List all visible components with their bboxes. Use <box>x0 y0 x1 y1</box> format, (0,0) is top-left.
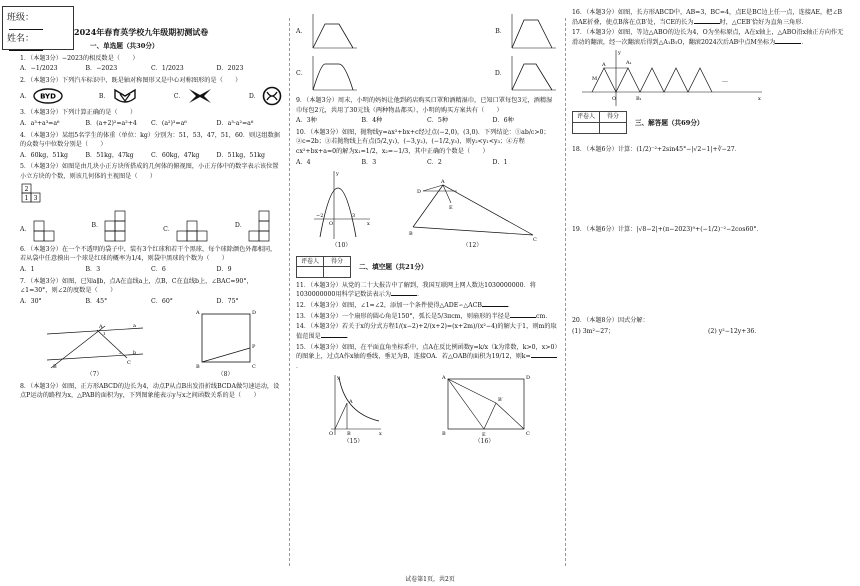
question-13: 13．（本题3分）一个扇形的圆心角是150°，弧长是5/3πcm，则扇形的半径是 cm． <box>296 312 552 320</box>
q14-answer-blank[interactable] <box>321 337 347 338</box>
graph-option-c <box>309 54 359 94</box>
section-single-choice: 一、单选题（共30分） <box>90 42 159 51</box>
question-6: 6．（本题3分）在一个不透明的袋子中，装有3个红球和若干个黑球，每个球除颜色外都相同，若从袋中任意摸出一个球是红球的概率为1/4，则袋中黑球的个数为（ ） <box>20 245 277 263</box>
q3-option-b[interactable]: B．(a+2)²=a²+4 <box>85 120 137 128</box>
q5-option-b[interactable]: B． <box>91 221 103 229</box>
q17-answer-blank[interactable] <box>775 43 801 44</box>
q8-option-c[interactable]: C． <box>296 70 307 78</box>
q11-answer-blank[interactable] <box>391 295 417 296</box>
q3-option-a[interactable]: A．a³+a³=a⁶ <box>20 120 60 128</box>
svg-text:C: C <box>251 364 256 371</box>
question-16: 16．（本题3分）如图，长方形ABCD中，AB=3，BC=4，点E是BC边上任一点，连接AE，把∠B沿AE折叠，使点B落在点B′处，当CE的长为 时，△CEB′恰好为直角三角形． <box>572 9 843 26</box>
q4-option-c[interactable]: C．60kg，47kg <box>151 151 200 159</box>
svg-text:P: P <box>251 344 255 351</box>
top-view-grid <box>20 183 50 207</box>
svg-text:D: D <box>416 189 421 196</box>
q6-option-a[interactable]: A．1 <box>20 265 35 273</box>
question-15: 15．（本题3分）如图，在平面直角坐标系中，点A在反比例函数y=k/x（k为常数，k>0，x>0）的图象上，过点A作x轴的垂线，垂足为B，连接OA．若△OAB的面积为19/12，则k=． <box>296 343 558 370</box>
question-7: 7．（本题3分）如图，已知a∥b，点A在直线a上，点B，C在直线b上，∠BAC=90°，∠1=30°，则∠2的度数是（ ） <box>20 277 253 295</box>
q9-option-d[interactable]: D．6种 <box>492 117 514 125</box>
q8-option-b[interactable]: B． <box>495 28 506 36</box>
page-footer: 试卷第1页，共2页 <box>405 576 455 583</box>
svg-text:B: B <box>195 364 200 371</box>
graph-option-b <box>508 12 558 52</box>
q10-option-a[interactable]: A．4 <box>296 158 311 166</box>
graph-option-a <box>309 12 359 52</box>
q6-option-d[interactable]: D．9 <box>216 265 232 273</box>
figure-16-caption: （16） <box>474 438 495 446</box>
figure-10-parabola <box>312 169 372 241</box>
q7-option-b[interactable]: B．45° <box>85 297 108 305</box>
question-5: 5．（本题3分）如图是由几块小正方块所搭成的几何体的俯视图，小正方体中的数字表示该位置小立方块的个数，则该几何体的主视图是（ ） <box>20 163 279 181</box>
q7-option-c[interactable]: C．60° <box>151 297 173 305</box>
question-11: 11．（本题3分）从党的二十大报告中了解到，我国互联网上网人数达1030000000．将1030000000用科学记数法表示为 ． <box>296 281 536 299</box>
q10-option-c[interactable]: C．2 <box>427 158 442 166</box>
question-2: 2．（本题3分）下列汽车标识中，既是轴对称图形又是中心对称图形的是（ ） <box>20 76 242 84</box>
q8-option-d[interactable]: D． <box>494 70 506 78</box>
figure-17-triangle-roll <box>572 48 772 108</box>
column-2 <box>296 8 558 449</box>
front-view-b <box>104 209 138 243</box>
exam-title: 2024年春育英学校九年级期初测试卷 <box>74 27 209 37</box>
class-field[interactable]: 班级： <box>3 7 73 28</box>
question-4: 4．（本题3分）某组5名学生的体重（单位：kg）分别为：51，53，47，51，60．则这组数据的众数与中位数分别是（ ） <box>20 131 280 149</box>
svg-text:C: C <box>525 431 530 438</box>
svg-text:A: A <box>440 179 445 186</box>
svg-text:O: O <box>328 221 333 228</box>
figure-12-triangle <box>403 177 543 241</box>
svg-text:BYD: BYD <box>39 92 56 101</box>
svg-text:A₁: A₁ <box>626 60 632 67</box>
svg-text:b: b <box>132 350 136 357</box>
figure-16-rectangle <box>440 373 530 437</box>
question-20: 20．（本题8分）因式分解： <box>572 316 649 324</box>
name-field[interactable]: 姓名： <box>3 28 73 49</box>
svg-text:B: B <box>441 431 446 438</box>
svg-text:D: D <box>525 375 530 382</box>
svg-text:C: C <box>532 237 537 242</box>
q1-option-d[interactable]: D．2023 <box>216 65 244 73</box>
svg-text:O: O <box>328 431 333 438</box>
grid-number: 2 <box>24 185 29 193</box>
svg-text:y: y <box>336 375 340 382</box>
q16-answer-blank[interactable] <box>694 23 720 24</box>
svg-text:−2: −2 <box>315 213 323 220</box>
svg-text:M: M <box>592 76 598 83</box>
q8-option-a[interactable]: A． <box>296 28 307 36</box>
section-fill-blank: 二、填空题（共21分） <box>359 263 428 272</box>
question-12: 12．（本题3分）如图，∠1=∠2，添加一个条件使得△ADE∽△ACB ． <box>296 302 515 310</box>
q1-option-b[interactable]: B．−2023 <box>85 65 118 73</box>
circle-logo-icon <box>262 86 282 106</box>
q6-option-b[interactable]: B．3 <box>85 265 101 273</box>
svg-text:D: D <box>251 310 256 317</box>
svg-text:A: A <box>602 62 606 69</box>
q6-option-c[interactable]: C．6 <box>151 265 166 273</box>
q5-option-a[interactable]: A． <box>20 225 31 233</box>
q3-option-c[interactable]: C．(a²)³=a⁶ <box>151 120 187 128</box>
figure-10-caption: （10） <box>331 242 352 250</box>
score-table-3: 评卷人 得分 <box>572 111 627 133</box>
svg-text:B: B <box>52 364 57 371</box>
q5-option-c[interactable]: C． <box>163 225 174 233</box>
q9-option-c[interactable]: C．5种 <box>427 117 449 125</box>
q4-option-d[interactable]: D．51kg，51kg <box>216 151 266 159</box>
q9-option-b[interactable]: B．4种 <box>361 117 383 125</box>
q13-answer-blank[interactable] <box>510 317 536 318</box>
q2-option-d[interactable]: D． <box>248 92 260 100</box>
question-1: 1．（本题3分）−2023的相反数是（ ） <box>20 54 139 62</box>
q3-option-d[interactable]: D．a³·a²=a⁶ <box>216 120 254 128</box>
svg-text:1: 1 <box>102 331 106 337</box>
answer-space-18[interactable] <box>572 155 844 225</box>
q7-option-a[interactable]: A．30° <box>20 297 42 305</box>
q20-part-1: (1) 3m²−27； <box>572 327 615 335</box>
q2-option-b[interactable]: B． <box>98 92 110 100</box>
svg-text:B: B <box>408 231 413 238</box>
question-14: 14．（本题3分）若关于x的分式方程1/(x−2)+2/(x+2)=(x+2m)/(x²−4)的解大于1，则m的取值范围是 ． <box>296 323 557 340</box>
svg-text:B₁: B₁ <box>636 96 642 103</box>
svg-text:E: E <box>481 432 486 438</box>
question-18: 18．（本题6分）计算：(1/2)⁻²+2sin45°−|√2−1|+∛−27． <box>572 145 741 153</box>
q15-answer-blank[interactable] <box>531 357 557 358</box>
svg-text:B: B <box>346 431 351 438</box>
q4-option-b[interactable]: B．51kg，47kg <box>85 151 134 159</box>
svg-text:A: A <box>348 399 353 406</box>
figure-12-caption: （12） <box>462 242 483 250</box>
column-3 <box>572 8 844 338</box>
svg-text:x: x <box>758 96 761 103</box>
svg-text:x: x <box>378 431 382 438</box>
front-view-c <box>176 217 210 243</box>
question-19: 19．（本题6分）计算：|√8−2|+(π−2023)⁰+(−1/2)⁻²−2cos60°． <box>572 226 763 234</box>
x-logo-icon <box>187 87 213 105</box>
svg-text:y: y <box>335 171 339 178</box>
svg-text:A: A <box>98 324 103 331</box>
score-table-2: 评卷人 得分 <box>296 256 351 278</box>
shield-logo-icon <box>112 87 138 105</box>
q20-part-2: (2) y²−12y+36． <box>708 327 761 335</box>
question-9: 9．（本题3分）周末，小明的妈妈让他到药店购买口罩和酒精湿巾，已知口罩每包3元，酒精湿巾每包2元，共用了30元钱（两种物品都买），小明的购买方案共有（ ） <box>296 97 553 114</box>
grid-number: 3 <box>33 194 38 202</box>
column-divider <box>565 18 566 566</box>
svg-text:O: O <box>612 96 617 103</box>
question-3: 3．（本题3分）下列计算正确的是（ ） <box>20 109 137 117</box>
column-1 <box>20 8 282 402</box>
figure-8-caption: （8） <box>217 371 234 379</box>
figure-15-caption: （15） <box>343 438 364 446</box>
svg-text:x: x <box>366 221 370 228</box>
figure-8-square <box>194 308 258 370</box>
q4-option-a[interactable]: A．60kg，51kg <box>20 151 69 159</box>
q10-option-b[interactable]: B．3 <box>361 158 377 166</box>
byd-logo-icon <box>33 88 63 104</box>
svg-text:A: A <box>441 375 446 382</box>
q10-option-d[interactable]: D．1 <box>492 158 508 166</box>
question-8: 8．（本题3分）如图，正方形ABCD的边长为4，动点P从点B出发沿折线BCDA做匀速运动，设点P运动的路程为x，△PAB的面积为y，下列图象能表示y与x之间函数关系的是（ ） <box>20 382 280 400</box>
grid-number: 1 <box>24 194 29 202</box>
q2-option-a[interactable]: A． <box>20 92 31 100</box>
answer-space-19[interactable] <box>572 236 844 316</box>
front-view-d <box>248 209 282 243</box>
column-divider <box>289 18 290 566</box>
svg-text:E: E <box>448 205 453 212</box>
figure-15-hyperbola <box>325 373 383 437</box>
q5-option-d[interactable]: D． <box>234 221 246 229</box>
svg-text:3: 3 <box>351 213 355 220</box>
svg-text:2: 2 <box>118 350 122 356</box>
q9-option-a[interactable]: A．3种 <box>296 117 317 125</box>
q1-option-c[interactable]: C．1/2023 <box>151 65 184 73</box>
q7-option-d[interactable]: D．75° <box>216 297 239 305</box>
q1-option-a[interactable]: A．−1/2023 <box>20 65 58 73</box>
svg-text:…: … <box>722 77 728 85</box>
svg-text:y: y <box>618 50 621 57</box>
section-answer: 三、解答题（共69分） <box>635 118 704 127</box>
svg-text:A: A <box>195 310 200 317</box>
svg-text:C: C <box>126 360 131 367</box>
question-17: 17．（本题3分）如图，等边△ABO的边长为4，O为坐标原点，A在x轴上，△ABO沿x轴正方向作无滑动的翻滚，经一次翻滚后得到△A₁B₁O，翻滚2024次后AB中点M坐标为 ． <box>572 29 844 46</box>
svg-text:B′: B′ <box>497 397 503 404</box>
q2-option-c[interactable]: C． <box>173 92 185 100</box>
q12-answer-blank[interactable] <box>482 306 508 307</box>
graph-option-d <box>508 54 558 94</box>
figure-7-parallel-lines <box>45 320 145 370</box>
question-10: 10．（本题3分）如图，抛物线y=ax²+bx+c经过点(−2,0)，(3,0)．下列结论：①ab/c>0；②c=2b；③若抛物线上有点(5/2,y₁)，(−3,y₂)，(−1/2,y₃)，则y₂<y₁<y₃；④方程cx²+bx+a=0的解为x₁=1/2，x₂=−1/3，其中正确的个数是（ ） <box>296 128 550 156</box>
figure-7-caption: （7） <box>86 371 103 379</box>
front-view-a <box>33 217 67 243</box>
student-info-box <box>2 6 74 50</box>
svg-text:a: a <box>132 323 136 330</box>
